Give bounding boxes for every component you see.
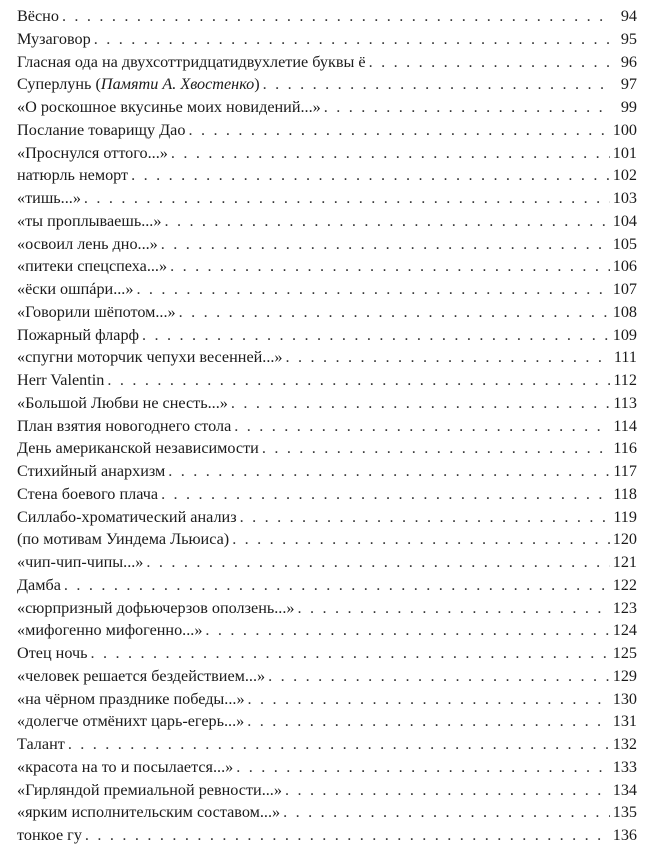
toc-entry-title [17,733,68,756]
toc-entry-page-number: 102 [612,166,637,185]
dot-leader [236,756,610,779]
toc-entry-title [17,346,286,369]
toc-entry-title [17,96,324,119]
toc-entry [17,28,637,51]
toc-entry-title [17,119,188,142]
toc-entry [17,733,637,756]
toc-entry [17,119,637,142]
toc-entry [17,255,637,278]
toc-entry-page-number: 104 [612,211,637,230]
toc-entry-title-text: День американской независимости [17,439,259,458]
toc-entry [17,665,637,688]
dot-leader [248,688,610,711]
toc-entry-title-text: План взятия новогоднего стола [17,416,232,435]
toc-entry-title-text: Послание товарищу Дао [17,120,186,139]
toc-entry-title-text: «тишь...» [17,189,81,207]
dot-leader [247,710,609,733]
toc-entry [17,642,637,665]
toc-entry [17,73,637,96]
toc-entry [17,528,637,551]
toc-entry-page-number: 133 [612,757,637,776]
toc-entry [17,96,637,119]
toc-entry-title [17,301,179,324]
toc-entry-page-number: 106 [612,257,637,276]
toc-entry [17,779,637,802]
toc-entry-title-text: «чип-чип-чипы...» [17,553,144,571]
toc-entry-title-text: «ярким исполнительским составом...» [17,803,281,822]
toc-entry-title-text: «питеки спецспеха...» [17,257,168,276]
toc-entry-page-number: 120 [612,530,637,549]
toc-entry-title [17,437,262,460]
toc-entry-title-text: Стена боевого плача [17,484,159,503]
dot-leader [164,210,609,233]
toc-entry-page-number: 95 [620,29,637,48]
toc-entry-title [17,824,85,847]
toc-entry-title [17,551,146,574]
toc-entry-title-text: «освоил лень дно...» [17,234,158,253]
toc-entry-title [17,187,84,210]
toc-entry-page-number: 123 [612,598,637,617]
toc-entry-title-text: «Гирляндой премиальной ревности...» [17,780,282,799]
toc-entry [17,415,637,438]
toc-entry-title-text: Талант [17,735,65,753]
toc-entry-title [17,164,131,187]
dot-leader [268,665,610,688]
dot-leader [161,483,610,506]
dot-leader [64,574,610,597]
toc-entry-title-text: «О роскошное вкусинье моих новидений...» [17,98,321,116]
dot-leader [68,733,610,756]
dot-leader [285,779,610,802]
dot-leader [107,369,610,392]
toc-entry [17,278,637,301]
toc-entry-page-number: 111 [613,348,637,367]
toc-entry-title-text: Herr Valentin [17,371,105,389]
toc-entry-title [17,28,94,51]
toc-entry-title [17,278,136,301]
toc-entry-title-text: тонкое гу [17,826,82,844]
toc-entry-title [17,756,236,779]
toc-entry-title [17,597,297,620]
toc-entry-title-suffix: ) [254,75,260,94]
toc-entry-page-number: 117 [613,462,637,480]
toc-entry-title [17,415,234,438]
toc-entry [17,51,637,74]
dot-leader [179,301,610,324]
dot-leader [297,597,609,620]
toc-entry [17,801,637,824]
toc-entry-page-number: 135 [612,803,637,822]
toc-entry [17,301,637,324]
toc-entry-title [17,710,247,733]
toc-entry-page-number: 116 [613,439,637,458]
dot-leader [94,28,610,51]
toc-entry-page-number: 119 [613,507,637,526]
toc-entry-title-text: (по мотивам Уиндема Льюиса) [17,530,230,549]
dot-leader [62,5,610,28]
dot-leader [136,278,609,301]
toc-entry-page-number: 109 [612,325,637,344]
toc-entry-title-text: Вёсно [17,7,59,25]
dot-leader [232,528,610,551]
toc-entry-title-text: Пожарный фларф [17,325,140,344]
toc-entry-page-number: 131 [612,712,637,731]
toc-entry-page-number: 94 [620,7,637,25]
dot-leader [142,324,610,347]
toc-entry [17,142,637,165]
toc-entry-title [17,574,64,597]
toc-entry-title [17,5,62,28]
toc-entry-page-number: 134 [612,780,637,799]
toc-entry [17,460,637,483]
toc-entry [17,324,637,347]
toc-entry-title-text: «красота на то и посылается...» [17,757,234,776]
toc-entry-title-text: Музаговор [17,29,91,48]
toc-entry-page-number: 114 [613,416,637,435]
toc-entry-title [17,779,285,802]
toc-entry-title-text: «человек решается бездействием...» [17,666,266,685]
dot-leader [161,233,610,256]
toc-entry-page-number: 112 [613,371,637,389]
toc-entry-page-number: 101 [612,143,637,162]
toc-entry [17,187,637,210]
dot-leader [283,801,610,824]
toc-entry-title [17,460,168,483]
toc-entry-page-number: 125 [612,644,637,662]
toc-entry-title [17,506,240,529]
toc-entry-title-text: «сюрпризный дофьючерзов оползень...» [17,598,295,617]
dot-leader [240,506,610,529]
toc-entry-title-text: Дамба [17,575,61,594]
dot-leader [171,142,610,165]
toc-entry-title-text: натюрль неморт [17,166,129,185]
toc-entry [17,506,637,529]
dot-leader [262,437,610,460]
toc-entry [17,233,637,256]
toc-entry-title [17,483,161,506]
dot-leader [91,642,610,665]
dot-leader [131,164,610,187]
toc-entry-title-text: «долегче отмёнихт царь-егерь...» [17,712,245,731]
toc-entry-page-number: 97 [620,75,637,94]
toc-entry-page-number: 132 [612,735,637,753]
toc-entry-page-number: 124 [612,621,637,640]
toc-entry-page-number: 103 [612,189,637,207]
toc-entry [17,619,637,642]
toc-entry [17,710,637,733]
dot-leader [85,824,610,847]
toc-entry-page-number: 130 [612,689,637,708]
toc-entry [17,210,637,233]
toc-entry [17,437,637,460]
toc-entry [17,369,637,392]
toc-entry-title [17,392,231,415]
toc-entry-title [17,324,142,347]
toc-entry-title [17,801,283,824]
dot-leader [286,346,610,369]
toc-entry-page-number: 108 [612,302,637,321]
dot-leader [168,460,610,483]
toc-entry-title [17,528,232,551]
toc-entry-title-text: «Проснулся оттого...» [17,143,168,162]
toc-entry [17,392,637,415]
toc-entry-title-text: Суперлунь ( [17,75,101,94]
toc-entry-page-number: 129 [612,666,637,685]
toc-entry [17,551,637,574]
toc-entry [17,574,637,597]
toc-entry-title-text: «мифогенно мифогенно...» [17,621,203,640]
dot-leader [324,96,610,119]
toc-entry-page-number: 105 [612,234,637,253]
toc-entry-title-text: «Большой Любви не снесть...» [17,393,228,412]
toc-entry-title-text: Гласная ода на двухсоттридцатидвухлетие буквы ё [17,52,366,71]
toc-entry-page-number: 122 [612,575,637,594]
dot-leader [234,415,610,438]
toc-entry-page-number: 96 [620,52,637,71]
dot-leader [170,255,610,278]
toc-entry-page-number: 121 [612,553,637,571]
toc-entry [17,5,637,28]
toc-entry-page-number: 118 [613,484,637,503]
toc-entry [17,164,637,187]
toc-entry [17,483,637,506]
toc-entry [17,688,637,711]
toc-entry-title [17,51,369,74]
toc-entry-title [17,688,248,711]
toc-entry [17,824,637,847]
toc-entry-page-number: 107 [612,280,637,298]
toc-entry-title-text: «спугни моторчик чепухи весенней...» [17,348,283,367]
toc-entry-title [17,255,170,278]
toc-entry-page-number: 113 [613,393,637,412]
toc-entry-title [17,665,268,688]
toc-entry-title-text: «ты проплываешь...» [17,211,162,230]
toc-entry-title-text: Силлабо-хроматический анализ [17,507,237,526]
dot-leader [84,187,610,210]
dot-leader [231,392,610,415]
table-of-contents [17,5,637,847]
dot-leader [263,73,610,96]
toc-entry-title [17,369,107,392]
dot-leader [205,619,609,642]
toc-entry-title [17,210,164,233]
toc-entry-title [17,73,263,96]
dot-leader [146,551,609,574]
dot-leader [369,51,610,74]
toc-entry-page-number: 99 [620,98,637,116]
toc-entry-page-number: 100 [612,120,637,139]
toc-entry-title [17,642,91,665]
toc-entry [17,346,637,369]
toc-entry-title-italic: Памяти А. Хвостенко [100,75,255,94]
toc-entry-title-text: Стихийный анархизм [17,462,166,480]
dot-leader [188,119,609,142]
toc-entry [17,756,637,779]
toc-entry-title-text: «на чёрном празднике победы...» [17,689,245,708]
toc-entry-title [17,233,161,256]
toc-entry-title [17,619,205,642]
toc-entry-title-text: Отец ночь [17,644,88,662]
toc-entry-title-text: «Говорили шёпотом...» [17,302,176,321]
toc-entry-title-text: «ёски ошпáри...» [17,280,134,298]
toc-entry-title [17,142,171,165]
toc-entry [17,597,637,620]
toc-entry-page-number: 136 [612,826,637,844]
